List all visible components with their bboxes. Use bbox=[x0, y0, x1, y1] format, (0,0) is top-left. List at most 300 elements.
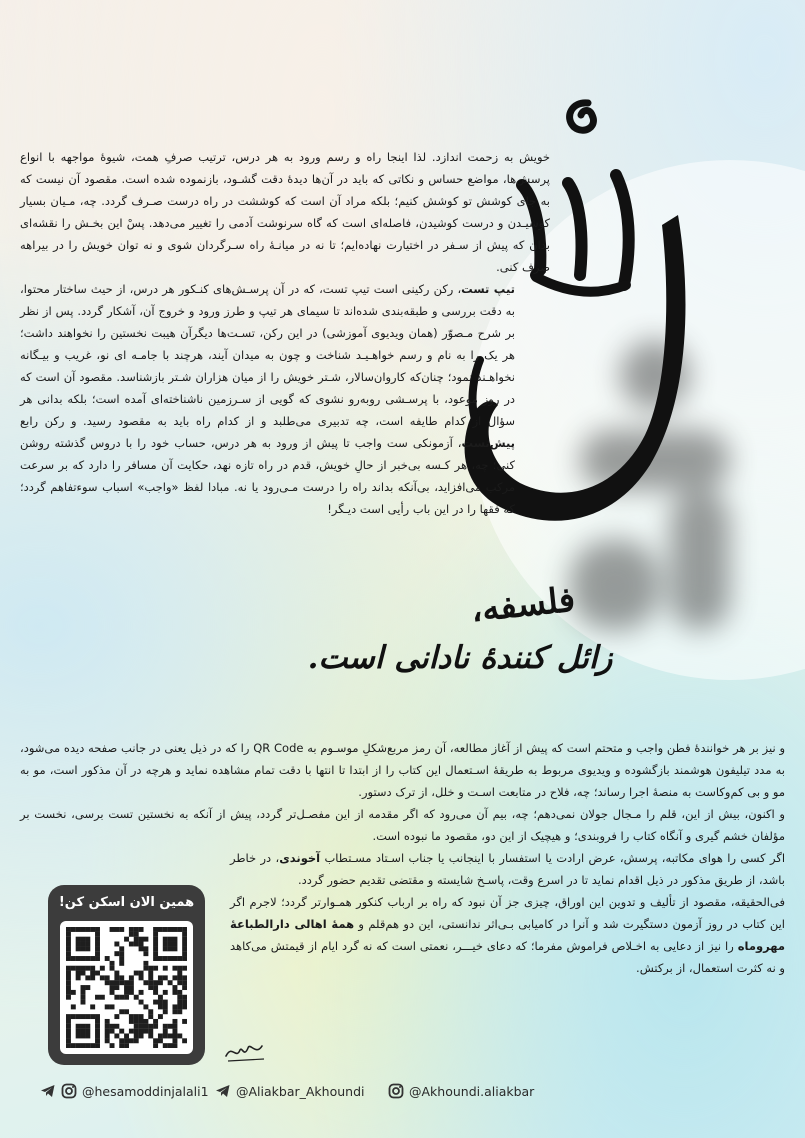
test-type-paragraph bbox=[20, 278, 515, 520]
qr-title: همین الان اسکن کن! bbox=[58, 895, 195, 910]
title-word: فلسفه، bbox=[469, 579, 577, 631]
qr-module bbox=[134, 1029, 139, 1034]
qr-module bbox=[129, 1038, 134, 1043]
qr-module bbox=[148, 971, 153, 976]
instagram-icon bbox=[61, 1083, 77, 1099]
qr-module bbox=[81, 937, 86, 942]
qr-module bbox=[177, 1009, 182, 1014]
qr-module bbox=[81, 942, 86, 947]
qr-module bbox=[177, 1004, 182, 1009]
qr-module bbox=[81, 946, 86, 951]
qr-module bbox=[139, 937, 144, 942]
qr-module bbox=[134, 1024, 139, 1029]
qr-module bbox=[163, 927, 168, 932]
qr-module bbox=[139, 942, 144, 947]
qr-module bbox=[81, 1000, 86, 1005]
qr-module bbox=[105, 980, 110, 985]
qr-module bbox=[143, 1004, 148, 1009]
qr-module bbox=[66, 1029, 71, 1034]
qr-module bbox=[110, 985, 115, 990]
qr-module bbox=[66, 1038, 71, 1043]
qr-module bbox=[153, 1043, 158, 1048]
qr-module bbox=[124, 980, 129, 985]
qr-module bbox=[134, 971, 139, 976]
qr-module bbox=[100, 966, 105, 971]
qr-module bbox=[71, 1043, 76, 1048]
qr-module bbox=[172, 942, 177, 947]
closing-paragraph: و اکنون، بیش از این، قلم را مـجال جولان نمی‌دهم؛ چه، بیم آن می‌رود که اگر مقدمه از این مفصـل‌تر گردد، پیش از آنکه به نخستین تست برسی، نخست بر مؤلفان خشم گیری و آنگاه کتاب را فروبندی؛ و هیچیک از این دو، مقصود ما نبوده است. bbox=[20, 807, 785, 843]
qr-module bbox=[153, 1038, 158, 1043]
qr-module bbox=[71, 966, 76, 971]
qr-module bbox=[172, 1043, 177, 1048]
qr-module bbox=[177, 990, 182, 995]
qr-module bbox=[163, 975, 168, 980]
qr-module bbox=[148, 980, 153, 985]
qr-module bbox=[95, 951, 100, 956]
qr-module bbox=[168, 937, 173, 942]
qr-module bbox=[66, 1033, 71, 1038]
qr-module bbox=[168, 956, 173, 961]
qr-module bbox=[114, 985, 119, 990]
qr-module bbox=[182, 1004, 187, 1009]
qr-module bbox=[124, 1033, 129, 1038]
qr-module bbox=[85, 1024, 90, 1029]
qr-module bbox=[153, 1019, 158, 1024]
qr-module bbox=[90, 956, 95, 961]
qr-module bbox=[81, 995, 86, 1000]
qr-module bbox=[134, 927, 139, 932]
qr-module bbox=[124, 1043, 129, 1048]
qr-module bbox=[182, 1019, 187, 1024]
qr-module bbox=[177, 966, 182, 971]
qr-module bbox=[100, 995, 105, 1000]
qr-module bbox=[153, 990, 158, 995]
qr-module bbox=[182, 951, 187, 956]
intro-paragraph: خویش به زحمت اندازد. لذا اینجا راه و رسم ورود به هر درس، ترتیب صرفِ همت، شیوهٔ مواجهه با انواع پرسش‌ها، مواضع حساس و نکاتی که باید در آن‌ها دیدهٔ دقت گشـود، بازنموده شده است. مقصود آن نیست که به جای کوشش تو کوشش کنیم؛ بلکه مراد آن است که کوششت در راه درست صـرف گردد. چه، مـیان بسیار کوشیـدن و درست کوشیدن، فاصله‌ای است که گاه سرنوشت آدمی را تغییر می‌دهد. پسْ این بخـش را نقشه‌ای بدان که پیش از سـفر در اختیارت نهاده‌ایم؛ تا نه در میانـهٔ راه سـرگردان شوی و نه توان خویش را در بیراهه صرف کنی. bbox=[20, 150, 550, 274]
qr-module bbox=[153, 956, 158, 961]
qr-module bbox=[110, 980, 115, 985]
qr-module bbox=[124, 1009, 129, 1014]
contact-text-end: ، در خاطر باشد، از طریق مذکور در ذیل اقدام نماید تا در اسرع وقت، پاسـخ شایسته و مقتضی تقدیم حضور گردد. bbox=[230, 851, 785, 887]
qr-module bbox=[114, 971, 119, 976]
qr-module bbox=[110, 1004, 115, 1009]
qr-module bbox=[119, 1029, 124, 1034]
qr-module bbox=[114, 975, 119, 980]
qr-module bbox=[76, 966, 81, 971]
qr-module bbox=[148, 1029, 153, 1034]
qr-module bbox=[95, 937, 100, 942]
qr-module bbox=[66, 1014, 71, 1019]
qr-module bbox=[148, 1024, 153, 1029]
qr-module bbox=[66, 1043, 71, 1048]
qr-module bbox=[158, 1014, 163, 1019]
qr-module bbox=[172, 1009, 177, 1014]
qr-module bbox=[95, 1019, 100, 1024]
qr-module bbox=[177, 927, 182, 932]
prayer-paragraph bbox=[230, 891, 785, 979]
qr-module bbox=[172, 966, 177, 971]
qr-module bbox=[182, 956, 187, 961]
qr-module bbox=[124, 985, 129, 990]
qr-module bbox=[177, 980, 182, 985]
qr-module bbox=[76, 956, 81, 961]
qr-module bbox=[153, 927, 158, 932]
social-item-aliakbar-telegram[interactable] bbox=[215, 1076, 365, 1106]
qr-module bbox=[71, 927, 76, 932]
contact-paragraph bbox=[230, 847, 785, 891]
qr-module bbox=[66, 990, 71, 995]
qr-module bbox=[148, 1009, 153, 1014]
qr-module bbox=[158, 956, 163, 961]
qr-module bbox=[148, 966, 153, 971]
qr-module bbox=[66, 946, 71, 951]
qr-module bbox=[182, 927, 187, 932]
qr-module bbox=[153, 946, 158, 951]
publisher-name: همهٔ اهالی دارالطباعهٔ مهروماه bbox=[230, 917, 785, 953]
qr-module bbox=[177, 1000, 182, 1005]
qr-module bbox=[110, 927, 115, 932]
qr-module bbox=[182, 937, 187, 942]
prayer-text-end: را نیز از دعایی به اخـلاص فراموش مفرما؛ که دعای خیـــر، نعمتی است که نه گرد ایام از قیمتش می‌کاهد و نه کثرت استعمال، از برکتش. bbox=[230, 939, 785, 975]
qr-module bbox=[76, 946, 81, 951]
qr-module bbox=[85, 956, 90, 961]
qr-module bbox=[76, 927, 81, 932]
qr-module bbox=[182, 942, 187, 947]
qr-module bbox=[168, 1024, 173, 1029]
qr-module bbox=[66, 1019, 71, 1024]
qr-module bbox=[163, 1033, 168, 1038]
qr-module bbox=[124, 990, 129, 995]
qr-module bbox=[105, 975, 110, 980]
qr-module bbox=[163, 1004, 168, 1009]
qr-module bbox=[105, 1038, 110, 1043]
qr-module bbox=[182, 946, 187, 951]
qr-module bbox=[66, 966, 71, 971]
qr-module bbox=[76, 971, 81, 976]
qr-module bbox=[95, 1014, 100, 1019]
qr-module bbox=[129, 942, 134, 947]
qr-module bbox=[119, 980, 124, 985]
qr-module bbox=[177, 995, 182, 1000]
qr-module bbox=[114, 927, 119, 932]
qr-module bbox=[90, 927, 95, 932]
qr-module bbox=[163, 1024, 168, 1029]
qr-module bbox=[172, 956, 177, 961]
qr-module bbox=[110, 990, 115, 995]
qr-module bbox=[95, 971, 100, 976]
qr-module bbox=[163, 946, 168, 951]
qr-module bbox=[172, 1004, 177, 1009]
qr-module bbox=[153, 985, 158, 990]
prayer-text-start: فی‌الحقیقه، مقصود از تألیف و تدوین این اوراق، چیزی جز آن نبود که راه بر ارباب کنکور همـوارتر گردد؛ لاجرم اگر این کتاب در روز آزمون دستگیرت شد و آنرا در کامیابی بـی‌اثر ندانستی، این دو هم‌قلم و bbox=[230, 895, 786, 931]
qr-module bbox=[182, 1000, 187, 1005]
qr-module bbox=[110, 1029, 115, 1034]
qr-module bbox=[163, 937, 168, 942]
qr-module bbox=[139, 927, 144, 932]
qr-module bbox=[177, 975, 182, 980]
qr-module bbox=[143, 951, 148, 956]
qr-module bbox=[90, 1004, 95, 1009]
qr-module bbox=[71, 990, 76, 995]
qr-module bbox=[105, 1024, 110, 1029]
qr-module bbox=[143, 946, 148, 951]
qr-module bbox=[168, 980, 173, 985]
title-subtitle: زائل کنندهٔ نادانی است. bbox=[307, 640, 613, 676]
qr-module bbox=[163, 1009, 168, 1014]
qr-module bbox=[148, 975, 153, 980]
qr-module bbox=[66, 1024, 71, 1029]
qr-module bbox=[66, 975, 71, 980]
qr-module bbox=[90, 975, 95, 980]
qr-module bbox=[143, 937, 148, 942]
qr-module bbox=[81, 971, 86, 976]
qr-module bbox=[119, 1043, 124, 1048]
qr-module bbox=[124, 995, 129, 1000]
qr-module bbox=[119, 1038, 124, 1043]
qr-module bbox=[76, 975, 81, 980]
qr-module bbox=[158, 980, 163, 985]
qr-module bbox=[119, 951, 124, 956]
qr-module bbox=[139, 1000, 144, 1005]
qr-module bbox=[153, 951, 158, 956]
qr-module bbox=[81, 1033, 86, 1038]
qr-module bbox=[172, 1024, 177, 1029]
social-footer bbox=[0, 1076, 805, 1106]
test-type-text: ، رکن رکینی است تیپ تست، که در آن پرسـش‌های کنـکور هر درس، از حیث ساختار محتوا، به دقت بررسی و طبقه‌بندی شده‌اند تا سیمای هر تیپ و طرز ورود و خروج آن، آشکار گردد. پس از نظر بر شرح مـصوّر (همان ویدیوی آموزشی) در این رکن، تسـت‌ها دیگرآن هیبت نخستین را نخواهند داشت؛ هر یک را به نام و رسم خواهـیـد شناخت و چون به میدان آیند، هرچند با جامـه ای نو، غریب و بیـگانه نخواهـند نمود؛ چنان‌که کاروان‌سالار، شـتر خویش را از میان هزاران شـتر بازشناسد. مقصود آن است که در روز موعود، با پرسـشی روبه‌رو نشوی که گویی از سـرزمین ناشناخته‌ای آمده است؛ بلکه بدانی هر سؤال از کدام طایفه است، چه تدبیری می‌طلبد و از کدام راه باید به مقصود رسید. و رکن رابع bbox=[20, 282, 515, 428]
qr-module bbox=[95, 946, 100, 951]
qr-module bbox=[172, 985, 177, 990]
qr-module bbox=[153, 942, 158, 947]
qr-module bbox=[172, 1033, 177, 1038]
qr-card bbox=[48, 885, 205, 1065]
qr-module bbox=[139, 1019, 144, 1024]
qr-module bbox=[66, 980, 71, 985]
telegram-icon bbox=[40, 1083, 56, 1099]
qr-module bbox=[95, 1038, 100, 1043]
qr-module bbox=[129, 990, 134, 995]
qr-module bbox=[148, 1033, 153, 1038]
qr-module bbox=[66, 985, 71, 990]
qr-module bbox=[158, 1004, 163, 1009]
qr-module bbox=[119, 927, 124, 932]
qr-module bbox=[182, 985, 187, 990]
social-item-hesamoddin[interactable] bbox=[40, 1076, 209, 1106]
qr-module bbox=[153, 966, 158, 971]
qr-module bbox=[76, 937, 81, 942]
social-item-akhoundi-instagram[interactable] bbox=[388, 1076, 534, 1106]
qr-module bbox=[85, 1014, 90, 1019]
qr-module bbox=[119, 961, 124, 966]
qr-module bbox=[85, 966, 90, 971]
qr-module bbox=[85, 975, 90, 980]
social-handle: @hesamoddinjalali1 bbox=[82, 1083, 209, 1099]
qr-module bbox=[163, 1043, 168, 1048]
qr-module bbox=[114, 1033, 119, 1038]
qr-module bbox=[168, 942, 173, 947]
qr-module bbox=[148, 985, 153, 990]
qr-module bbox=[81, 1029, 86, 1034]
qr-module bbox=[76, 1024, 81, 1029]
instagram-icon bbox=[388, 1083, 404, 1099]
qr-module bbox=[129, 1014, 134, 1019]
qr-module bbox=[66, 942, 71, 947]
qr-module bbox=[105, 1033, 110, 1038]
qr-module bbox=[172, 990, 177, 995]
qr-module bbox=[139, 1024, 144, 1029]
qr-module bbox=[119, 956, 124, 961]
qr-module bbox=[143, 1024, 148, 1029]
qr-module bbox=[129, 1029, 134, 1034]
qr-module bbox=[129, 927, 134, 932]
qr-module bbox=[100, 975, 105, 980]
qr-module bbox=[114, 1014, 119, 1019]
name-akhoundi: آخوندی bbox=[279, 851, 321, 865]
qr-module bbox=[182, 975, 187, 980]
qr-module bbox=[114, 995, 119, 1000]
qr-module bbox=[163, 990, 168, 995]
qr-module bbox=[143, 966, 148, 971]
qr-module bbox=[66, 927, 71, 932]
qr-module bbox=[85, 927, 90, 932]
qr-module bbox=[172, 937, 177, 942]
qr-module bbox=[114, 942, 119, 947]
qr-module bbox=[134, 995, 139, 1000]
term-pretest: پیش‌تست bbox=[461, 436, 515, 450]
qr-module bbox=[76, 1043, 81, 1048]
qr-module bbox=[172, 975, 177, 980]
qr-module bbox=[71, 956, 76, 961]
qr-module bbox=[90, 966, 95, 971]
qr-module bbox=[153, 932, 158, 937]
qr-module bbox=[139, 975, 144, 980]
qr-instruction-paragraph: و نیز بر هر خوانندهٔ فطن واجب و متحتم است که پیش از آغاز مطالعه، آن رمز مربع‌شکلِ موسـوم به QR Code را که در ذیل یعنی در جانب صفحه دیده می‌شود، به مدد تیلیفون هوشمند بازگشوده و ویدیوی مربوط به طریقهٔ اسـتعمال این کتاب را از ابتدا تا انتها با دقت تمام مشاهده نماید و هرچه در آن مذکور است، مو به مو و بی کم‌وکاست به منصهٔ اجرا رساند؛ چه، فلاح در متابعت اسـت و خلل، از ترک دستور. bbox=[20, 741, 785, 799]
qr-module bbox=[81, 966, 86, 971]
qr-module bbox=[134, 942, 139, 947]
qr-module bbox=[134, 1033, 139, 1038]
qr-module bbox=[95, 932, 100, 937]
qr-module bbox=[139, 1029, 144, 1034]
qr-module bbox=[168, 927, 173, 932]
qr-module bbox=[119, 1009, 124, 1014]
qr-module bbox=[81, 985, 86, 990]
qr-module bbox=[81, 990, 86, 995]
qr-module bbox=[110, 961, 115, 966]
qr-module bbox=[90, 1014, 95, 1019]
qr-module bbox=[105, 956, 110, 961]
qr-module bbox=[158, 1033, 163, 1038]
qr-module bbox=[129, 980, 134, 985]
qr-code[interactable] bbox=[60, 921, 193, 1054]
pretest-text: ، آزمونکی ست واجب تا پیش از ورود به هر درس، حساب خود را با دروس گذشته روشن کنی؛ چه، هر کـسه بی‌خبر از حالِ خویش، قدم در راه تازه نهد، حکایت آن مسافر را دارد که بر سرعت مرکب می‌افزاید، بی‌آنکه بداند راه را درست مـی‌رود یا نه. مبادا لفظ «واجب» اسباب سوءتفاهم گردد؛ که فقها را در این باب رأیی است دیـگر! bbox=[20, 436, 515, 516]
qr-module bbox=[172, 1038, 177, 1043]
qr-module bbox=[143, 980, 148, 985]
qr-module bbox=[129, 975, 134, 980]
qr-module bbox=[71, 1004, 76, 1009]
qr-module bbox=[153, 937, 158, 942]
qr-module bbox=[85, 1033, 90, 1038]
qr-module bbox=[134, 1014, 139, 1019]
qr-module bbox=[163, 1000, 168, 1005]
qr-module bbox=[139, 1033, 144, 1038]
qr-module bbox=[119, 975, 124, 980]
social-handle: @Aliakbar_Akhoundi bbox=[236, 1083, 365, 1099]
qr-module bbox=[85, 937, 90, 942]
qr-module bbox=[76, 1029, 81, 1034]
qr-module bbox=[134, 932, 139, 937]
qr-module bbox=[85, 946, 90, 951]
qr-module bbox=[95, 1043, 100, 1048]
qr-module bbox=[143, 1029, 148, 1034]
qr-module bbox=[110, 1043, 115, 1048]
qr-module bbox=[148, 1014, 153, 1019]
qr-module bbox=[85, 1029, 90, 1034]
qr-module bbox=[95, 1029, 100, 1034]
qr-module bbox=[182, 1038, 187, 1043]
qr-module bbox=[66, 995, 71, 1000]
qr-module bbox=[158, 995, 163, 1000]
qr-module bbox=[177, 1033, 182, 1038]
qr-module bbox=[153, 980, 158, 985]
qr-module bbox=[172, 1019, 177, 1024]
qr-module bbox=[158, 927, 163, 932]
qr-module bbox=[172, 927, 177, 932]
qr-module bbox=[143, 1019, 148, 1024]
qr-code-pattern bbox=[66, 927, 187, 1048]
qr-module bbox=[163, 956, 168, 961]
qr-module bbox=[143, 961, 148, 966]
contact-text-start: اگر کسی را هوای مکاتبه، پرسش، عرض ارادت یا استفسار با اینجانب یا جناب اسـتاد مسـتطاب bbox=[320, 851, 786, 865]
qr-module bbox=[85, 985, 90, 990]
qr-module bbox=[76, 942, 81, 947]
qr-module bbox=[81, 1024, 86, 1029]
qr-module bbox=[168, 1043, 173, 1048]
qr-module bbox=[172, 1029, 177, 1034]
qr-module bbox=[163, 1029, 168, 1034]
qr-module bbox=[81, 1014, 86, 1019]
qr-module bbox=[81, 927, 86, 932]
qr-module bbox=[124, 1038, 129, 1043]
qr-module bbox=[182, 980, 187, 985]
qr-module bbox=[105, 1019, 110, 1024]
qr-module bbox=[81, 956, 86, 961]
qr-module bbox=[172, 946, 177, 951]
qr-module bbox=[66, 951, 71, 956]
qr-module bbox=[76, 1033, 81, 1038]
term-test-type: تیپ تست bbox=[461, 282, 515, 296]
qr-module bbox=[182, 932, 187, 937]
qr-module bbox=[139, 990, 144, 995]
telegram-icon bbox=[215, 1083, 231, 1099]
qr-module bbox=[66, 971, 71, 976]
qr-module bbox=[129, 932, 134, 937]
qr-module bbox=[158, 1000, 163, 1005]
qr-module bbox=[158, 1038, 163, 1043]
qr-module bbox=[168, 946, 173, 951]
qr-module bbox=[168, 1033, 173, 1038]
qr-module bbox=[71, 1014, 76, 1019]
qr-module bbox=[153, 1024, 158, 1029]
qr-module bbox=[90, 1043, 95, 1048]
qr-module bbox=[134, 1019, 139, 1024]
qr-module bbox=[124, 937, 129, 942]
qr-module bbox=[134, 1038, 139, 1043]
qr-module bbox=[139, 971, 144, 976]
qr-module bbox=[153, 1000, 158, 1005]
qr-module bbox=[76, 1014, 81, 1019]
qr-module bbox=[119, 946, 124, 951]
qr-module bbox=[95, 1024, 100, 1029]
qr-module bbox=[134, 937, 139, 942]
